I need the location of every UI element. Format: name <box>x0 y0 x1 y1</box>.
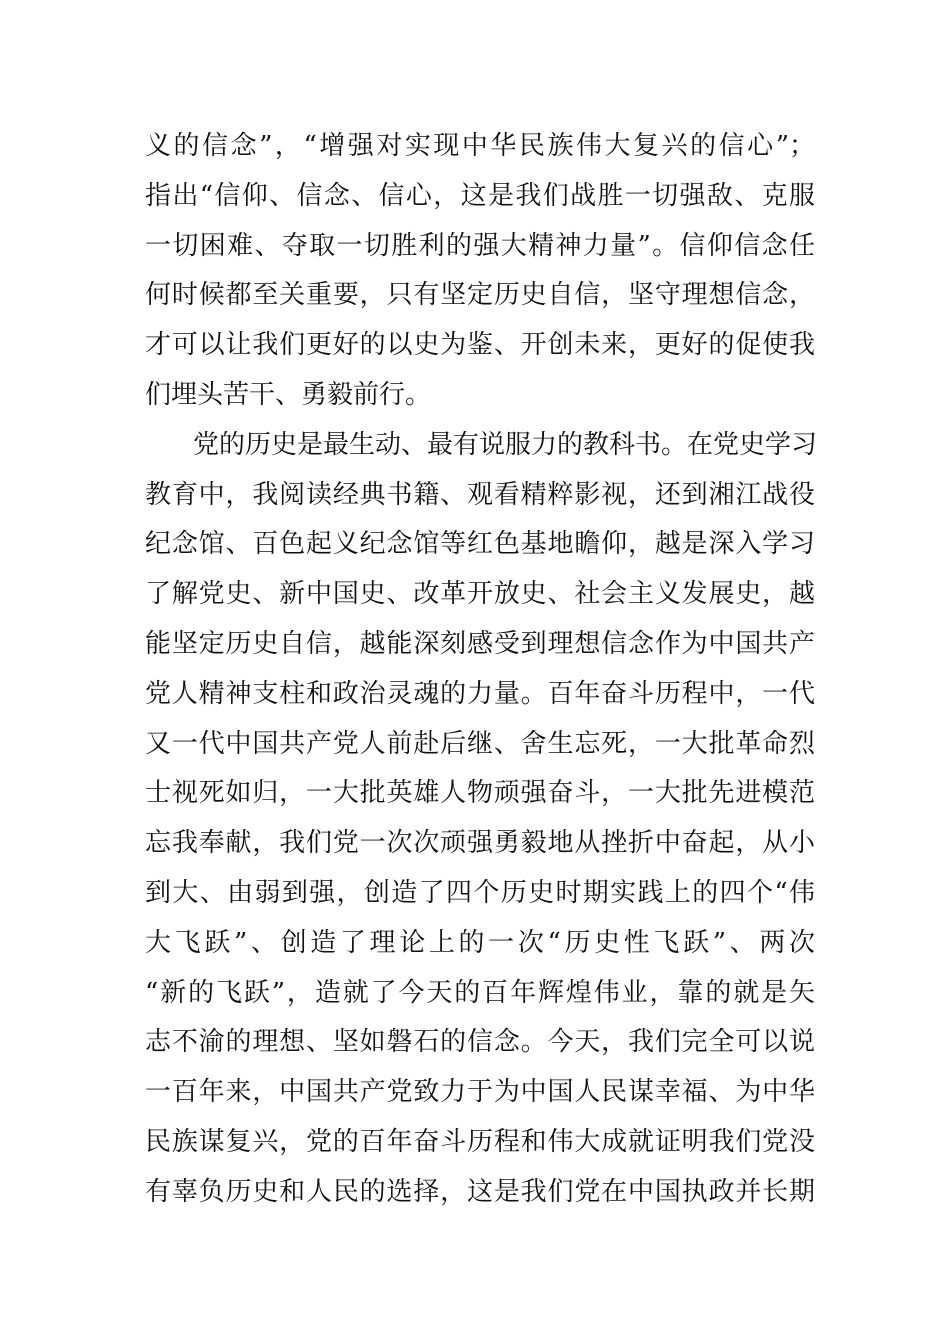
text-line: 志不渝的理想、坚如磐石的信念。今天，我们完全可以说 <box>145 1027 815 1058</box>
text-line: “新的飞跃”，造就了今天的百年辉煌伟业，靠的就是矢 <box>145 977 815 1008</box>
body-text <box>145 128 818 1224</box>
text-line: 士视死如归，一大批英雄人物顽强奋斗，一大批先进模范 <box>145 778 815 809</box>
text-line: 何时候都至关重要，只有坚定历史自信，坚守理想信念， <box>145 280 815 311</box>
text-line: 有辜负历史和人民的选择，这是我们党在中国执政并长期 <box>145 1176 815 1207</box>
text-line: 一百年来，中国共产党致力于为中国人民谋幸福、为中华 <box>145 1077 815 1108</box>
text-line: 忘我奉献，我们党一次次顽强勇毅地从挫折中奋起，从小 <box>145 828 815 859</box>
text-line: 教育中，我阅读经典书籍、观看精粹影视，还到湘江战役 <box>145 479 815 510</box>
text-line: 民族谋复兴，党的百年奋斗历程和伟大成就证明我们党没 <box>145 1126 815 1157</box>
text-line: 又一代中国共产党人前赴后继、舍生忘死，一大批革命烈 <box>145 728 815 759</box>
text-line: 纪念馆、百色起义纪念馆等红色基地瞻仰，越是深入学习 <box>145 529 815 560</box>
text-line: 一切困难、夺取一切胜利的强大精神力量”。信仰信念任 <box>145 230 815 261</box>
text-line: 党人精神支柱和政治灵魂的力量。百年奋斗历程中，一代 <box>145 678 815 709</box>
paragraph-first-line: 党的历史是最生动、最有说服力的教科书。在党史学习 <box>193 429 818 460</box>
text-line: 了解党史、新中国史、改革开放史、社会主义发展史，越 <box>145 579 815 610</box>
text-line: 义的信念”，“增强对实现中华民族伟大复兴的信心”； <box>145 131 815 161</box>
text-line: 才可以让我们更好的以史为鉴、开创未来，更好的促使我 <box>145 330 815 361</box>
text-line: 大飞跃”、创造了理论上的一次“历史性飞跃”、两次 <box>145 927 815 958</box>
text-line: 指出“信仰、信念、信心，这是我们战胜一切强敌、克服 <box>145 180 815 211</box>
text-line: 能坚定历史自信，越能深刻感受到理想信念作为中国共产 <box>145 628 815 659</box>
text-line: 到大、由弱到强，创造了四个历史时期实践上的四个“伟 <box>145 877 815 908</box>
paragraph-last-line: 们埋头苦干、勇毅前行。 <box>145 379 432 410</box>
